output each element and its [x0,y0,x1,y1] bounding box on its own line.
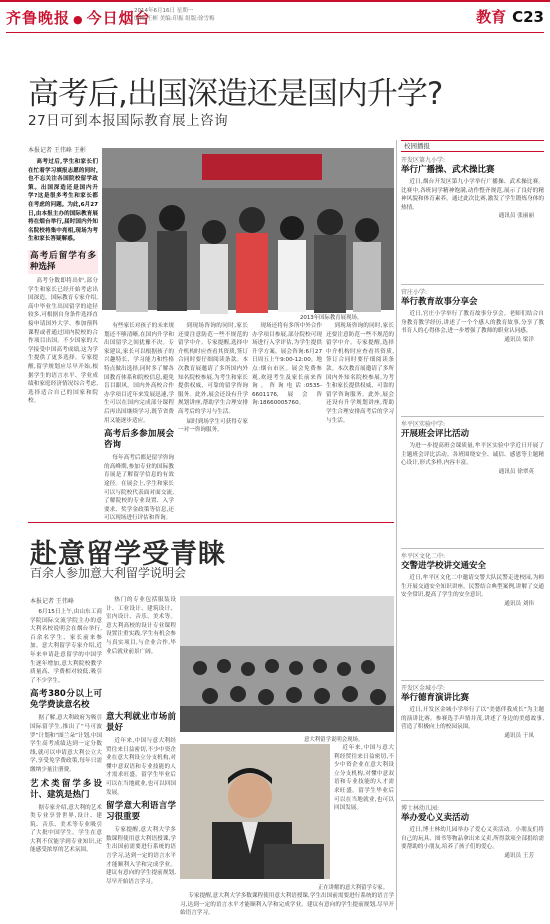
sidebar-rule [401,548,544,549]
story2-sec2-body: 据专家介绍,意大利的艺术类专业享誉世界,设计、建筑、音乐、美术等专业吸引了大批中国学生。学生在意大利不仅能学到专业知识,还能感受浓厚的艺术氛围。 [30,804,102,854]
story1-sec1-head: 高考后留学有多种选择 [30,251,96,272]
sidebar-item-kicker: 牟平区文化二中: [401,553,446,560]
story2-photo-2-speaker [180,744,330,879]
story1-col3b-text: 届时到场学生可获得专家一对一咨询服务。 [178,418,248,434]
story2-col3-text: 近年来,中国与意大利经贸往来日益密切,不少中资企业在意大利设立分支机构,对懂中意双语和专业技能的人才需求旺盛。留学生毕业后可以在当地就业,也可以回国发展。 [106,738,176,796]
sidebar-tag: 校园播报 [401,140,544,152]
sidebar-item-body: 近日,开发区金城小学举行了以“美德伴我成长”为主题的演讲比赛。参赛选手声情并茂,讲述了身边的美德故事,营造了积极向上的校园氛围。 [401,707,544,731]
sidebar-item-title: 举办爱心义卖活动 [401,813,470,823]
story1-sec2-head: 高考后多参加展会咨询 [104,429,174,451]
masthead-separator: ● [73,13,84,26]
page-number: C23 [512,8,544,26]
story1-lead-text: 高考过后,学生和家长们在忙着学习填报志愿的同时,也不忘关注各国院校留学政策。出国深造还是国内升学?这是很多考生和家长都在考虑的问题。为此,6月27日,由本报主办的国际教育展将在烟台举行,届时国内外知名院校将集中亮相,现场为考生和家长答疑解惑。 [28,159,98,243]
story2-photo-1-audience [180,596,394,732]
story2-photo-1 [180,596,394,732]
masthead-editors: 编辑:王彬 美编:印振 组版:徐雪梅 [134,16,215,22]
masthead-meta [134,7,215,23]
story1-byline: 本报记者 王伟峰 王彬 [28,147,86,154]
sidebar-item-body: 近日,牟平区文化二中邀请交警大队民警走进校园,为师生开展交通安全知识讲座。民警结合典型案例,讲解了交通安全常识,提高了学生的安全意识。 [401,575,544,599]
sidebar-item-kicker: 官庄小学: [401,289,428,296]
sidebar-item-body: 近日,博士林幼儿园举办了爱心义卖活动。小朋友们将自己的玩具、图书等物品拿出来义卖,所得款项全部捐给需要帮助的小朋友,培养了孩子们的爱心。 [401,827,544,851]
sidebar-item-4 [401,552,544,676]
story2-sec2-head: 艺术类留学多设计、建筑是热门 [30,778,102,800]
story-divider [28,522,394,523]
story2-photo-2 [180,744,330,879]
sidebar-item-title: 交警进学校讲交通安全 [401,561,487,571]
sidebar-rule [401,800,544,801]
sidebar-item-kicker: 博士林幼儿园: [401,805,440,812]
story1-photo-caption: 2013年国际教育展现场。 [300,315,363,321]
story1-column-2 [104,322,174,522]
sidebar-item-3 [401,420,544,544]
story2-column-3 [106,708,176,908]
story1-column-5 [326,322,394,518]
story1-column-4 [252,322,322,518]
story2-sec3-head: 意大利就业市场前景好 [106,712,176,733]
story2-headline: 赴意留学受青睐 [30,539,226,570]
story2-photo-1-caption: 意大利留学说明会现场。 [304,737,364,743]
story1-photo-crowd [102,148,394,310]
sidebar-item-body: 为进一步提高班会课质量,牟平区实验中学近日开展了主题班会评比活动。各班围绕安全、诚信、感恩等主题精心设计,形式多样,内容丰富。 [401,443,544,467]
sidebar [401,140,544,910]
sidebar-rule [401,680,544,681]
sidebar-item-6 [401,804,544,908]
sidebar-item-title: 开展班会评比活动 [401,429,470,439]
sidebar-divider [396,140,397,910]
edition-name: 今日烟台 [86,9,151,27]
story1-column-1 [28,246,98,518]
story2-sec4-head: 留学意大利语言学习很重要 [106,801,176,823]
story2-sec1-head: 高考380分以上可免学费读意名校 [30,689,102,711]
story1-col2b-text: 每年高考后都是留学咨询的高峰期,参加专业的国际教育展是了解留学信息的有效途径。在展会上,学生和家长可以与院校代表面对面交流,了解院校的专业设置、入学要求、奖学金政策等信息,还可以现场进行评估和咨询。 [104,455,174,522]
sidebar-item-sign: 通讯员 于凤 [504,732,534,739]
story1-column-3 [178,322,248,518]
sidebar-rule [401,284,544,285]
section-label [476,6,544,27]
story1-col5-text: 到现场咨询的同时,家长还要注意防范一些不规范的留学中介。专家提醒,选择中介机构时应查看其资质,签订合同时要仔细阅读条款。本次教育展邀请了多所国内外知名院校参展,为考生和家长提供权威、可靠的留学咨询服务。此外,展会还设有升学规划讲座,帮助学生合理安排高考后的学习与生活。 [326,323,394,424]
story2-column-1 [30,608,102,908]
story2-byline: 本报记者 王伟峰 [30,598,74,605]
sidebar-item-sign: 通讯员 刘伟 [504,600,534,607]
sidebar-item-sign: 通讯员 梁洋 [504,336,534,343]
sidebar-item-1 [401,156,544,280]
story1-col2-text: 有些家长对孩子的未来规划还不够清晰,在国内升学和出国留学之间犹豫不决。专家建议,家长可以根据孩子的兴趣特长、学习能力和性格特点做出选择,同时多了解各国教育体系和院校信息,避免盲目跟风。国内外高校合作办学项目近年来发展迅速,学生可以在国内完成部分课程后再出国继续学习,既节省费用又能逐步适应。 [104,323,174,424]
sidebar-item-title: 举行广播操、武术操比赛 [401,165,495,175]
sidebar-item-2 [401,288,544,412]
story2-column-5 [334,744,394,879]
story2-lead-text: 6月15日上午,由山东工商学院国际交流学院主办的意大利名校说明会在烟台举行,百余名学生、家长前来参加。意大利留学专家介绍,近年来申请赴意留学的中国学生逐年增加,意大利院校教学质量高、学费相对较低,吸引了不少学生。 [30,609,102,684]
top-rule [0,0,550,2]
story1-col4-text: 现场还将有多所中外合作办学项目参展,部分院校可现场进行入学评估,为学生提供升学方案。展会咨询:6月27日周五上午9:00-12:00。地点:烟台市区。展会免费参观,欢迎考生及家长前来咨询。咨询电话:0535-6601176,展会咨询:18660005760。 [252,323,322,407]
sidebar-item-5 [401,684,544,796]
story2-subhead: 百余人参加意大利留学说明会 [30,566,187,580]
story2-column-2 [106,596,176,706]
story1-sec1-body: 高考分数即将出炉,部分学生和家长已经开始考虑出国深造。国际教育专家介绍,高中毕业生出国留学的途径较多,可根据自身条件选择直接申请国外大学、参加预科课程或者通过国内院校的合作项目出国。不少国家的大学接受中国高考成绩,这为学生提供了更多选择。专家提醒,留学规划应尽早开始,根据学生的语言水平、学业成绩和家庭经济情况综合考虑,选择适合自己的国家和院校。 [28,278,98,405]
story2-col2-text: 热门的专业包括服装设计、工业设计、建筑设计、室内设计、音乐、美术等。意大利高校的设计专业课程设置注重实践,学生有机会参与真实项目,与企业合作,毕业后就业前景广阔。 [106,597,176,655]
sidebar-item-title: 举行教育故事分享会 [401,297,478,307]
story1-lead [28,158,98,244]
story2-photo-2-caption: 正在讲解的意大利留学专家。 [318,885,389,891]
sidebar-rule [401,416,544,417]
story1-photo [102,148,394,310]
story1-subhead: 27日可到本报国际教育展上咨询 [28,113,229,129]
sidebar-item-kicker: 开发区金城小学: [401,685,446,692]
story2-col5-text: 近年来,中国与意大利经贸往来日益密切,不少中资企业在意大利设立分支机构,对懂中意双语和专业技能的人才需求旺盛。留学生毕业后可以在当地就业,也可以回国发展。 [334,745,394,812]
sidebar-item-sign: 通讯员 徐翠英 [498,468,534,475]
section-name: 教育 [476,8,507,26]
masthead-rule [6,32,544,33]
story2-col4-bottom: 专家提醒,意大利大学多数课程使用意大利语授课,学生出国前需要进行系统的语言学习,达到一定的语言水平才能顺利入学和完成学业。建议有意向的学生提前规划,尽早开始语言学习。 [180,893,394,917]
story2-col4-text: 专家提醒,意大利大学多数课程使用意大利语授课,学生出国前需要进行系统的语言学习,达到一定的语言水平才能顺利入学和完成学业。建议有意向的学生提前规划,尽早开始语言学习。 [106,827,176,885]
sidebar-item-kicker: 牟平区实验中学: [401,421,446,428]
sidebar-item-kicker: 开发区第九小学: [401,157,446,164]
masthead-title [6,7,151,28]
story2-sec1-body: 据了解,意大利政府为吸引国际留学生,推出了“马可波罗”计划和“图兰朵”计划,中国学生高考成绩达到一定分数线,就可以申请意大利公立大学,享受免学费政策,每年只需缴纳少量注册费。 [30,715,103,773]
masthead [6,4,544,32]
story1-headline: 高考后,出国深造还是国内升学? [28,76,443,112]
sidebar-item-title: 举行德育演讲比赛 [401,693,470,703]
sidebar-item-body: 近日,烟台开发区第九小学举行广播操、武术操比赛。比赛中,各班同学精神饱满,动作整齐规范,展示了良好的精神风貌和体育素养。通过此次比赛,激发了学生锻炼身体的热情。 [401,179,544,211]
story2-column-4 [180,892,394,917]
sidebar-item-body: 近日,官庄小学举行了教育故事分享会。老师们结合自身教育教学经历,讲述了一个个感人的教育故事,分享了教书育人的心得体会,进一步增强了教师的职业认同感。 [401,311,544,335]
sidebar-item-sign: 通讯员 张丽丽 [498,213,534,220]
sidebar-item-sign: 通讯员 王芳 [504,852,534,859]
paper-name: 齐鲁晚报 [6,9,71,27]
story1-col3-text: 到现场咨询的同时,家长还要注意防范一些不规范的留学中介。专家提醒,选择中介机构时应查看其资质,签订合同时要仔细阅读条款。本次教育展邀请了多所国内外知名院校参展,为考生和家长提供权威、可靠的留学咨询服务。此外,展会还设有升学规划讲座,帮助学生合理安排高考后的学习与生活。 [178,323,248,415]
masthead-date: 2014年6月16日 星期一 [134,8,194,14]
